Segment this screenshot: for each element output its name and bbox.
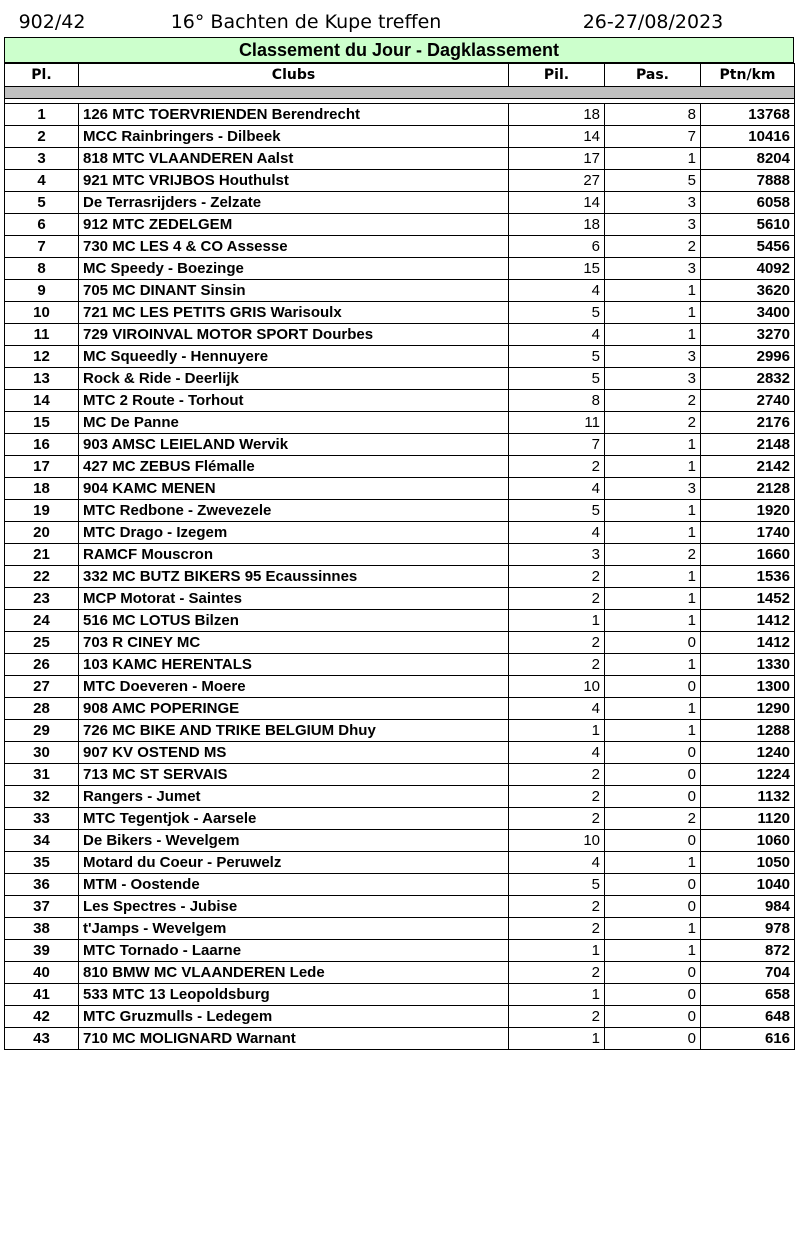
pilots-cell: 11 <box>509 412 605 434</box>
pilots-cell: 2 <box>509 786 605 808</box>
passengers-cell: 2 <box>605 236 701 258</box>
place-cell: 43 <box>5 1028 79 1050</box>
passengers-cell: 0 <box>605 896 701 918</box>
passengers-cell: 1 <box>605 720 701 742</box>
points-cell: 1412 <box>701 632 795 654</box>
pilots-cell: 5 <box>509 302 605 324</box>
table-row <box>5 830 795 852</box>
table-row <box>5 170 795 192</box>
ranking-rows <box>5 87 795 1050</box>
points-cell: 1288 <box>701 720 795 742</box>
ranking-subtitle <box>4 38 794 63</box>
place-cell: 36 <box>5 874 79 896</box>
club-cell: 103 KAMC HERENTALS <box>79 654 509 676</box>
points-cell: 2142 <box>701 456 795 478</box>
points-cell: 5610 <box>701 214 795 236</box>
table-row <box>5 346 795 368</box>
pilots-cell: 2 <box>509 918 605 940</box>
table-row <box>5 478 795 500</box>
place-cell: 20 <box>5 522 79 544</box>
table-row <box>5 808 795 830</box>
place-cell: 33 <box>5 808 79 830</box>
place-cell: 9 <box>5 280 79 302</box>
points-cell: 1300 <box>701 676 795 698</box>
pilots-cell: 2 <box>509 1006 605 1028</box>
ranking-sheet <box>4 6 794 1050</box>
ranking-table <box>4 63 795 1050</box>
passengers-cell: 1 <box>605 918 701 940</box>
table-row <box>5 632 795 654</box>
points-cell: 648 <box>701 1006 795 1028</box>
table-row <box>5 368 795 390</box>
points-cell: 984 <box>701 896 795 918</box>
pilots-cell: 6 <box>509 236 605 258</box>
club-cell: 332 MC BUTZ BIKERS 95 Ecaussinnes <box>79 566 509 588</box>
points-cell: 1050 <box>701 852 795 874</box>
passengers-cell: 3 <box>605 192 701 214</box>
passengers-cell: 1 <box>605 522 701 544</box>
passengers-cell: 3 <box>605 368 701 390</box>
place-cell: 40 <box>5 962 79 984</box>
points-cell: 658 <box>701 984 795 1006</box>
pilots-cell: 2 <box>509 632 605 654</box>
column-header-clubs: Clubs <box>79 64 509 87</box>
table-row <box>5 434 795 456</box>
table-row <box>5 280 795 302</box>
pilots-cell: 10 <box>509 676 605 698</box>
club-cell: 904 KAMC MENEN <box>79 478 509 500</box>
place-cell: 7 <box>5 236 79 258</box>
passengers-cell: 3 <box>605 478 701 500</box>
club-cell: MTC Drago - Izegem <box>79 522 509 544</box>
club-cell: 705 MC DINANT Sinsin <box>79 280 509 302</box>
club-cell: MTC Tegentjok - Aarsele <box>79 808 509 830</box>
place-cell: 6 <box>5 214 79 236</box>
pilots-cell: 7 <box>509 434 605 456</box>
table-row <box>5 984 795 1006</box>
place-cell: 31 <box>5 764 79 786</box>
points-cell: 2740 <box>701 390 795 412</box>
place-cell: 3 <box>5 148 79 170</box>
place-cell: 16 <box>5 434 79 456</box>
table-row <box>5 566 795 588</box>
passengers-cell: 7 <box>605 126 701 148</box>
place-cell: 4 <box>5 170 79 192</box>
pilots-cell: 4 <box>509 522 605 544</box>
table-row <box>5 874 795 896</box>
points-cell: 1452 <box>701 588 795 610</box>
pilots-cell: 4 <box>509 324 605 346</box>
pilots-cell: 14 <box>509 126 605 148</box>
place-cell: 39 <box>5 940 79 962</box>
place-cell: 21 <box>5 544 79 566</box>
table-row <box>5 742 795 764</box>
points-cell: 5456 <box>701 236 795 258</box>
pilots-cell: 1 <box>509 1028 605 1050</box>
table-row <box>5 544 795 566</box>
points-cell: 2128 <box>701 478 795 500</box>
club-cell: MC Speedy - Boezinge <box>79 258 509 280</box>
club-cell: 818 MTC VLAANDEREN Aalst <box>79 148 509 170</box>
place-cell: 28 <box>5 698 79 720</box>
place-cell: 41 <box>5 984 79 1006</box>
points-cell: 1120 <box>701 808 795 830</box>
club-cell: 908 AMC POPERINGE <box>79 698 509 720</box>
separator-row <box>5 87 795 99</box>
club-cell: De Terrasrijders - Zelzate <box>79 192 509 214</box>
table-row <box>5 302 795 324</box>
table-row <box>5 456 795 478</box>
passengers-cell: 0 <box>605 742 701 764</box>
table-row <box>5 324 795 346</box>
club-cell: De Bikers - Wevelgem <box>79 830 509 852</box>
place-cell: 1 <box>5 104 79 126</box>
place-cell: 25 <box>5 632 79 654</box>
passengers-cell: 1 <box>605 566 701 588</box>
points-cell: 1224 <box>701 764 795 786</box>
passengers-cell: 1 <box>605 610 701 632</box>
pilots-cell: 27 <box>509 170 605 192</box>
points-cell: 616 <box>701 1028 795 1050</box>
place-cell: 22 <box>5 566 79 588</box>
pilots-cell: 5 <box>509 874 605 896</box>
place-cell: 26 <box>5 654 79 676</box>
pilots-cell: 5 <box>509 346 605 368</box>
points-cell: 2176 <box>701 412 795 434</box>
club-cell: 533 MTC 13 Leopoldsburg <box>79 984 509 1006</box>
title-row <box>4 6 794 38</box>
place-cell: 30 <box>5 742 79 764</box>
club-cell: MC De Panne <box>79 412 509 434</box>
place-cell: 17 <box>5 456 79 478</box>
table-row <box>5 258 795 280</box>
club-cell: 516 MC LOTUS Bilzen <box>79 610 509 632</box>
place-cell: 14 <box>5 390 79 412</box>
pilots-cell: 3 <box>509 544 605 566</box>
passengers-cell: 1 <box>605 698 701 720</box>
points-cell: 3400 <box>701 302 795 324</box>
passengers-cell: 1 <box>605 940 701 962</box>
pilots-cell: 14 <box>509 192 605 214</box>
table-row <box>5 654 795 676</box>
passengers-cell: 2 <box>605 390 701 412</box>
pilots-cell: 1 <box>509 610 605 632</box>
table-row <box>5 104 795 126</box>
points-cell: 2996 <box>701 346 795 368</box>
pilots-cell: 5 <box>509 368 605 390</box>
table-row <box>5 192 795 214</box>
table-row <box>5 698 795 720</box>
club-cell: 903 AMSC LEIELAND Wervik <box>79 434 509 456</box>
table-row <box>5 1028 795 1050</box>
pilots-cell: 18 <box>509 214 605 236</box>
pilots-cell: 2 <box>509 764 605 786</box>
header-row <box>5 64 795 87</box>
passengers-cell: 1 <box>605 456 701 478</box>
place-cell: 42 <box>5 1006 79 1028</box>
table-row <box>5 610 795 632</box>
pilots-cell: 17 <box>509 148 605 170</box>
place-cell: 38 <box>5 918 79 940</box>
club-cell: 921 MTC VRIJBOS Houthulst <box>79 170 509 192</box>
club-cell: Motard du Coeur - Peruwelz <box>79 852 509 874</box>
pilots-cell: 18 <box>509 104 605 126</box>
place-cell: 5 <box>5 192 79 214</box>
place-cell: 29 <box>5 720 79 742</box>
club-cell: MTC Tornado - Laarne <box>79 940 509 962</box>
place-cell: 2 <box>5 126 79 148</box>
points-cell: 1240 <box>701 742 795 764</box>
column-header-points: Ptn/km <box>701 64 795 87</box>
points-cell: 7888 <box>701 170 795 192</box>
place-cell: 8 <box>5 258 79 280</box>
passengers-cell: 1 <box>605 588 701 610</box>
club-cell: 730 MC LES 4 & CO Assesse <box>79 236 509 258</box>
pilots-cell: 4 <box>509 280 605 302</box>
event-code: 902/42 <box>18 10 86 33</box>
passengers-cell: 0 <box>605 830 701 852</box>
passengers-cell: 0 <box>605 676 701 698</box>
pilots-cell: 2 <box>509 896 605 918</box>
pilots-cell: 1 <box>509 720 605 742</box>
passengers-cell: 1 <box>605 324 701 346</box>
club-cell: MCP Motorat - Saintes <box>79 588 509 610</box>
place-cell: 34 <box>5 830 79 852</box>
pilots-cell: 15 <box>509 258 605 280</box>
pilots-cell: 5 <box>509 500 605 522</box>
points-cell: 1330 <box>701 654 795 676</box>
points-cell: 3270 <box>701 324 795 346</box>
passengers-cell: 2 <box>605 544 701 566</box>
passengers-cell: 1 <box>605 654 701 676</box>
club-cell: MCC Rainbringers - Dilbeek <box>79 126 509 148</box>
club-cell: MC Squeedly - Hennuyere <box>79 346 509 368</box>
pilots-cell: 1 <box>509 984 605 1006</box>
passengers-cell: 0 <box>605 764 701 786</box>
passengers-cell: 1 <box>605 302 701 324</box>
pilots-cell: 4 <box>509 852 605 874</box>
club-cell: 726 MC BIKE AND TRIKE BELGIUM Dhuy <box>79 720 509 742</box>
club-cell: MTC Gruzmulls - Ledegem <box>79 1006 509 1028</box>
points-cell: 872 <box>701 940 795 962</box>
place-cell: 10 <box>5 302 79 324</box>
table-row <box>5 126 795 148</box>
points-cell: 10416 <box>701 126 795 148</box>
points-cell: 1660 <box>701 544 795 566</box>
club-cell: t'Jamps - Wevelgem <box>79 918 509 940</box>
passengers-cell: 0 <box>605 632 701 654</box>
table-row <box>5 676 795 698</box>
passengers-cell: 0 <box>605 1006 701 1028</box>
points-cell: 1740 <box>701 522 795 544</box>
event-title: 16° Bachten de Kupe treffen <box>170 10 442 33</box>
points-cell: 1060 <box>701 830 795 852</box>
table-row <box>5 1006 795 1028</box>
club-cell: 710 MC MOLIGNARD Warnant <box>79 1028 509 1050</box>
club-cell: 907 KV OSTEND MS <box>79 742 509 764</box>
passengers-cell: 2 <box>605 412 701 434</box>
pilots-cell: 8 <box>509 390 605 412</box>
passengers-cell: 0 <box>605 786 701 808</box>
club-cell: Rangers - Jumet <box>79 786 509 808</box>
club-cell: Les Spectres - Jubise <box>79 896 509 918</box>
table-row <box>5 962 795 984</box>
place-cell: 15 <box>5 412 79 434</box>
column-header-passengers: Pas. <box>605 64 701 87</box>
passengers-cell: 2 <box>605 808 701 830</box>
pilots-cell: 2 <box>509 588 605 610</box>
place-cell: 27 <box>5 676 79 698</box>
table-row <box>5 786 795 808</box>
place-cell: 18 <box>5 478 79 500</box>
points-cell: 13768 <box>701 104 795 126</box>
table-row <box>5 918 795 940</box>
passengers-cell: 0 <box>605 962 701 984</box>
club-cell: MTC Redbone - Zwevezele <box>79 500 509 522</box>
club-cell: RAMCF Mouscron <box>79 544 509 566</box>
ranking-subtitle-text: Classement du Jour - Dagklassement <box>238 39 560 60</box>
passengers-cell: 1 <box>605 280 701 302</box>
pilots-cell: 2 <box>509 654 605 676</box>
club-cell: 126 MTC TOERVRIENDEN Berendrecht <box>79 104 509 126</box>
passengers-cell: 3 <box>605 258 701 280</box>
place-cell: 35 <box>5 852 79 874</box>
table-row <box>5 522 795 544</box>
passengers-cell: 0 <box>605 1028 701 1050</box>
club-cell: 729 VIROINVAL MOTOR SPORT Dourbes <box>79 324 509 346</box>
club-cell: MTC 2 Route - Torhout <box>79 390 509 412</box>
points-cell: 704 <box>701 962 795 984</box>
pilots-cell: 4 <box>509 478 605 500</box>
points-cell: 8204 <box>701 148 795 170</box>
passengers-cell: 5 <box>605 170 701 192</box>
passengers-cell: 3 <box>605 214 701 236</box>
passengers-cell: 0 <box>605 984 701 1006</box>
table-row <box>5 148 795 170</box>
table-row <box>5 412 795 434</box>
points-cell: 1536 <box>701 566 795 588</box>
table-row <box>5 764 795 786</box>
pilots-cell: 4 <box>509 742 605 764</box>
club-cell: MTC Doeveren - Moere <box>79 676 509 698</box>
table-row <box>5 896 795 918</box>
club-cell: 703 R CINEY MC <box>79 632 509 654</box>
event-dates: 26-27/08/2023 <box>582 10 724 33</box>
points-cell: 4092 <box>701 258 795 280</box>
points-cell: 6058 <box>701 192 795 214</box>
place-cell: 37 <box>5 896 79 918</box>
table-row <box>5 940 795 962</box>
passengers-cell: 1 <box>605 148 701 170</box>
place-cell: 32 <box>5 786 79 808</box>
place-cell: 23 <box>5 588 79 610</box>
points-cell: 2148 <box>701 434 795 456</box>
pilots-cell: 2 <box>509 566 605 588</box>
points-cell: 1040 <box>701 874 795 896</box>
place-cell: 13 <box>5 368 79 390</box>
points-cell: 1290 <box>701 698 795 720</box>
points-cell: 2832 <box>701 368 795 390</box>
column-header-pilots: Pil. <box>509 64 605 87</box>
column-header-place: Pl. <box>5 64 79 87</box>
passengers-cell: 1 <box>605 434 701 456</box>
passengers-cell: 0 <box>605 874 701 896</box>
table-row <box>5 588 795 610</box>
passengers-cell: 1 <box>605 852 701 874</box>
club-cell: 427 MC ZEBUS Flémalle <box>79 456 509 478</box>
passengers-cell: 8 <box>605 104 701 126</box>
pilots-cell: 4 <box>509 698 605 720</box>
pilots-cell: 2 <box>509 808 605 830</box>
place-cell: 24 <box>5 610 79 632</box>
club-cell: 912 MTC ZEDELGEM <box>79 214 509 236</box>
points-cell: 3620 <box>701 280 795 302</box>
club-cell: 713 MC ST SERVAIS <box>79 764 509 786</box>
points-cell: 1412 <box>701 610 795 632</box>
table-row <box>5 852 795 874</box>
points-cell: 978 <box>701 918 795 940</box>
club-cell: 721 MC LES PETITS GRIS Warisoulx <box>79 302 509 324</box>
table-row <box>5 390 795 412</box>
place-cell: 19 <box>5 500 79 522</box>
table-row <box>5 720 795 742</box>
pilots-cell: 1 <box>509 940 605 962</box>
points-cell: 1132 <box>701 786 795 808</box>
place-cell: 11 <box>5 324 79 346</box>
club-cell: 810 BMW MC VLAANDEREN Lede <box>79 962 509 984</box>
points-cell: 1920 <box>701 500 795 522</box>
table-row <box>5 214 795 236</box>
table-row <box>5 500 795 522</box>
club-cell: Rock & Ride - Deerlijk <box>79 368 509 390</box>
pilots-cell: 2 <box>509 962 605 984</box>
passengers-cell: 1 <box>605 500 701 522</box>
pilots-cell: 2 <box>509 456 605 478</box>
pilots-cell: 10 <box>509 830 605 852</box>
table-row <box>5 236 795 258</box>
passengers-cell: 3 <box>605 346 701 368</box>
place-cell: 12 <box>5 346 79 368</box>
club-cell: MTM - Oostende <box>79 874 509 896</box>
